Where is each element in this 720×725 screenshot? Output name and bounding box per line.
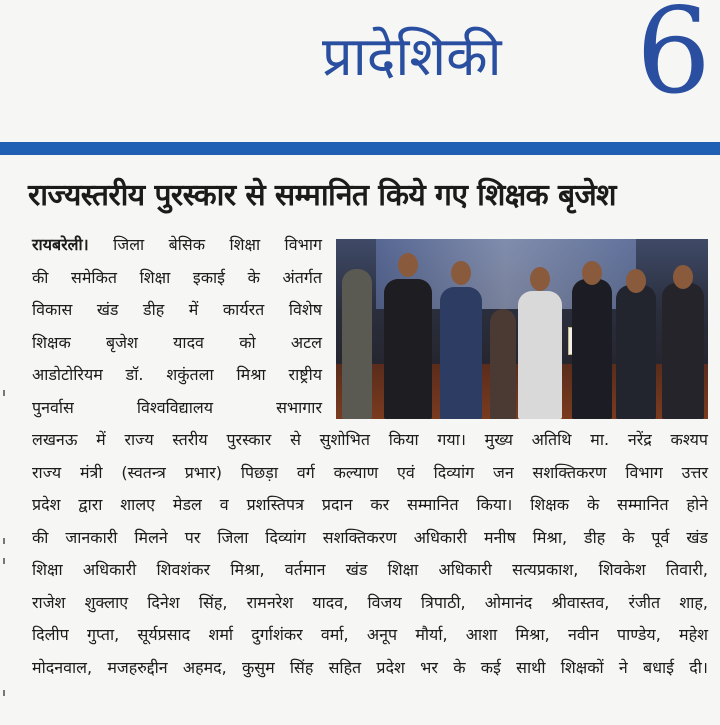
photo-person-head xyxy=(398,253,418,277)
body-line: पुनर्वास विश्वविद्यालय सभागार xyxy=(32,397,322,417)
photo-person xyxy=(490,309,516,419)
body-line: शिक्षा अधिकारी शिवशंकर मिश्रा, वर्तमान खंड शिक्षा अधिकारी सत्यप्रकाश, शिवकेश तिवारी, xyxy=(32,560,708,579)
body-line: शिक्षक बृजेश यादव को अटल xyxy=(32,332,322,352)
page-number: 6 xyxy=(636,0,712,120)
photo-person-head xyxy=(530,267,550,291)
section-title: प्रादेशिकी xyxy=(322,25,502,88)
body-line: की समेकित शिक्षा इकाई के अंतर्गत xyxy=(32,267,322,287)
award-ceremony-photo xyxy=(336,239,708,419)
body-line: आडोटोरियम डॉ. शकुंतला मिश्रा राष्ट्रीय xyxy=(32,365,322,384)
photo-person xyxy=(572,279,612,419)
body-line: प्रदेश द्वारा शालए मेडल व प्रशस्तिपत्र प्रदान कर सम्मानित किया। शिक्षक के सम्मानित होने xyxy=(32,495,708,514)
photo-person xyxy=(518,291,562,419)
photo-person-head xyxy=(582,261,602,285)
body-line xyxy=(32,229,322,262)
photo-person xyxy=(616,285,656,419)
body-line: की जानकारी मिलने पर जिला दिव्यांग सशक्तिकरण अधिकारी मनीष मिश्रा, डीह के पूर्व खंड xyxy=(32,527,708,547)
body-line: दिलीप गुप्ता, सूर्यप्रसाद शर्मा दुर्गाशंकर वर्मा, अनूप मौर्या, आशा मिश्रा, नवीन पाण्डेय, महेश xyxy=(32,625,708,644)
photo-person-head xyxy=(451,261,471,285)
masthead xyxy=(0,0,720,150)
article-intro-column xyxy=(32,229,322,424)
photo-person xyxy=(342,269,372,419)
photo-person-head xyxy=(626,269,646,293)
masthead-rule xyxy=(0,142,720,155)
body-line: विकास खंड डीह में कार्यरत विशेष xyxy=(32,300,322,319)
photo-person xyxy=(384,279,432,419)
body-line: राजेश शुक्लाए दिनेश सिंह, रामनरेश यादव, विजय त्रिपाठी, ओमानंद श्रीवास्तव, रंजीत शाह, xyxy=(32,592,708,612)
article-headline: राज्यस्तरीय पुरस्कार से सम्मानित किये गए शिक्षक बृजेश xyxy=(28,178,616,213)
dateline: रायबरेली। xyxy=(32,235,89,254)
body-line: लखनऊ में राज्य स्तरीय पुरस्कार से सुशोभित किया गया। मुख्य अतिथि मा. नरेंद्र कश्यप xyxy=(32,430,708,449)
photo-person xyxy=(440,287,482,419)
body-line-text: जिला बेसिक शिक्षा विभाग xyxy=(113,235,322,254)
left-margin-marks xyxy=(0,160,8,725)
body-line: राज्य मंत्री (स्वतन्त्र प्रभार) पिछड़ा वर्ग कल्याण एवं दिव्यांग जन सशक्तिकरण विभाग उत्तर xyxy=(32,462,708,482)
body-line: मोदनवाल, मजहरुद्दीन अहमद, कुसुम सिंह सहित प्रदेश भर के कई साथी शिक्षकों ने बधाई दी। xyxy=(32,657,708,677)
photo-person xyxy=(662,283,704,419)
article-body xyxy=(32,424,708,684)
photo-person-head xyxy=(673,265,693,289)
